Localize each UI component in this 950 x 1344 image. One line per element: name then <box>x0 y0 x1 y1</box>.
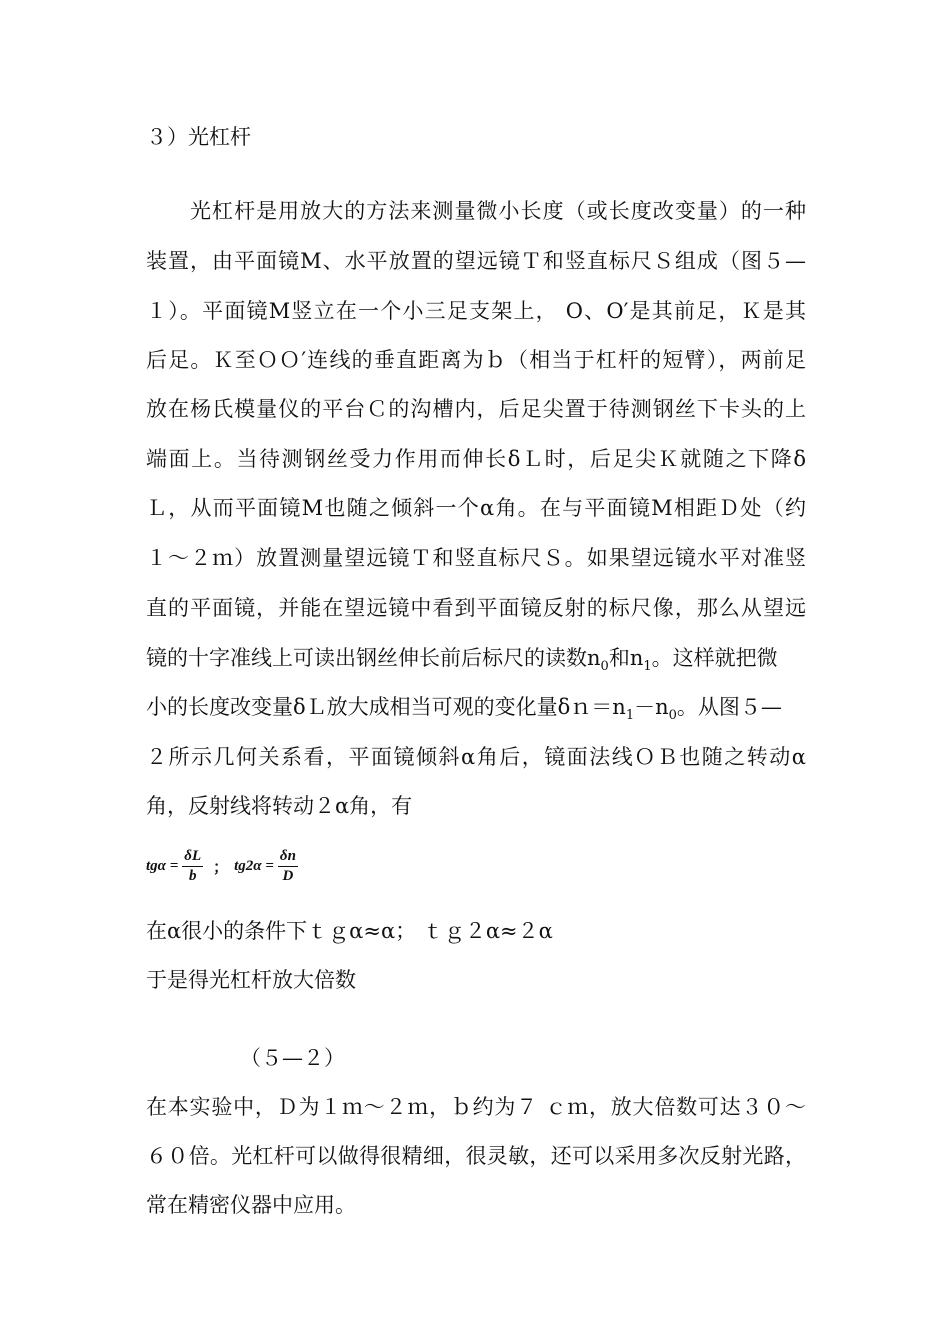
paragraph-line: 放在杨氏模量仪的平台Ｃ的沟槽内，后足尖置于待测钢丝下卡头的上 <box>146 397 806 421</box>
subscript: 1 <box>643 659 652 675</box>
text-segment: 和 <box>608 646 630 670</box>
paragraph-line: ２所示几何关系看，平面镜倾斜α角后，镜面法线ＯＢ也随之转动α <box>146 745 806 769</box>
text-segment: － <box>634 695 656 719</box>
paragraph-line: 直的平面镜，并能在望远镜中看到平面镜反射的标尺像，那么从望远 <box>146 596 806 620</box>
formula-separator: ； <box>213 860 229 876</box>
text-segment: 镜的十字准线上可读出钢丝伸长前后标尺的读数 <box>146 646 587 670</box>
paragraph-line: 在本实验中，Ｄ为１ｍ～２ｍ，ｂ约为７ ｃｍ，放大倍数可达３０～ <box>146 1095 806 1119</box>
result-intro: 于是得光杠杆放大倍数 <box>146 968 356 992</box>
symbol-n: n <box>629 646 644 670</box>
paragraph-line: １～２ｍ）放置测量望远镜Ｔ和竖直标尺Ｓ。如果望远镜水平对准竖 <box>146 546 806 570</box>
paragraph-line-readings <box>146 644 806 681</box>
paragraph-line: １）。平面镜M竖立在一个小三足支架上， O、O′是其前足，Ｋ是其 <box>146 299 806 323</box>
paragraph-line: Ｌ，从而平面镜M也随之倾斜一个α角。在与平面镜M相距Ｄ处（约 <box>146 496 806 520</box>
paragraph-line: 后足。Ｋ至ＯＯ′连线的垂直距离为ｂ（相当于杠杆的短臂），两前足 <box>146 348 806 372</box>
fraction-denominator: D <box>282 868 294 884</box>
tangent-formula <box>146 848 302 885</box>
paragraph-line: 装置，由平面镜M、水平放置的望远镜Ｔ和竖直标尺Ｓ组成（图５— <box>146 249 806 273</box>
small-angle-approximation: 在α很小的条件下ｔｇα≈α； ｔｇ２α≈２α <box>146 919 553 943</box>
formula-lhs: tgα = <box>146 858 179 874</box>
subscript: 0 <box>668 708 677 724</box>
paragraph-line: 端面上。当待测钢丝受力作用而伸长δＬ时，后足尖Ｋ就随之下降δ <box>146 447 806 471</box>
equation-number: （５—２） <box>240 1046 345 1070</box>
symbol-n: n <box>587 646 601 670</box>
paragraph-line: ６０倍。光杠杆可以做得很精细，很灵敏，还可以采用多次反射光路， <box>146 1144 806 1168</box>
subscript: 1 <box>625 708 635 724</box>
fraction <box>182 848 203 885</box>
text-segment: 。这样就把微 <box>651 646 778 670</box>
fraction <box>278 848 298 885</box>
paragraph-line-change <box>146 693 806 730</box>
symbol-n: n <box>655 695 669 719</box>
paragraph-line: 角，反射线将转动２α角，有 <box>146 794 413 818</box>
fraction-numerator: δL <box>182 848 203 867</box>
paragraph-line: 光杠杆是用放大的方法来测量微小长度（或长度改变量）的一种 <box>190 199 806 223</box>
text-segment: 小的长度改变量δＬ放大成相当可观的变化量δｎ＝ <box>146 695 613 719</box>
section-heading: ３）光杠杆 <box>146 125 251 149</box>
fraction-denominator: b <box>188 868 197 884</box>
symbol-n: n <box>612 695 626 719</box>
fraction-numerator: δn <box>278 848 298 867</box>
subscript: 0 <box>600 659 609 675</box>
formula-lhs: tg2α = <box>234 858 274 874</box>
paragraph-line: 常在精密仪器中应用。 <box>146 1193 356 1217</box>
text-segment: 。从图５— <box>676 695 782 719</box>
